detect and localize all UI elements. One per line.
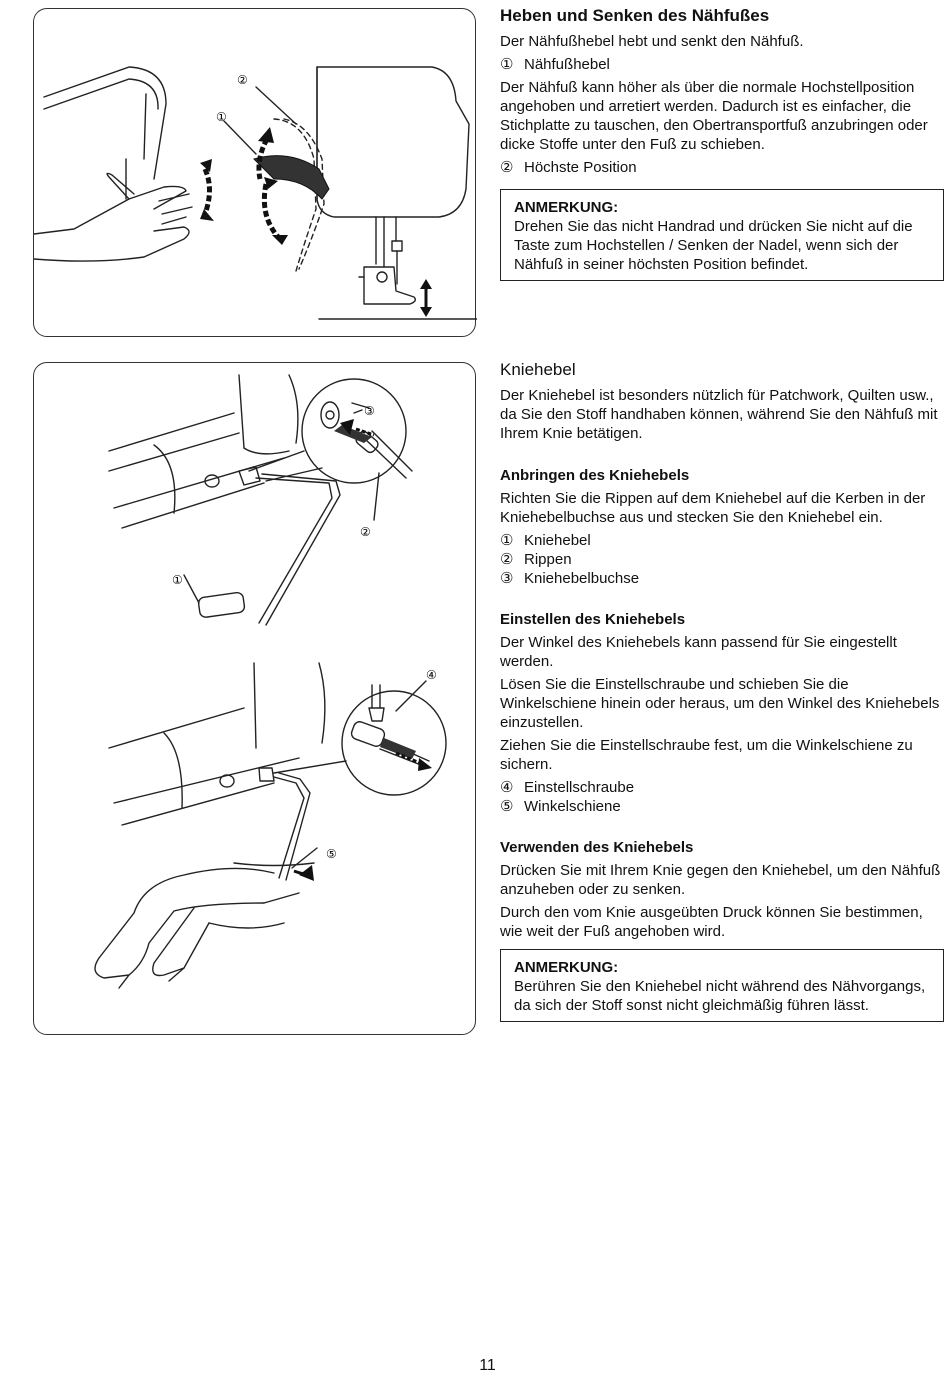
list-item xyxy=(500,797,946,816)
callout-1: ① xyxy=(172,573,183,587)
callout-2: ② xyxy=(237,73,248,87)
note-box xyxy=(500,949,944,1022)
section-body: Der Nähfuß kann höher als über die normale Hochstellposition angehoben und arretiert werden. Dadurch ist es einfacher, die Stichplatte zu tauschen, den Obertransportfuß anzubringen oder dicke Stoffe unter den Fuß zu schieben. xyxy=(500,79,928,153)
subsection-text: Durch den vom Knie ausgeübten Druck können Sie bestimmen, wie weit der Fuß angehoben wird. xyxy=(500,904,923,940)
item-number: ② xyxy=(500,551,514,568)
item-label: Rippen xyxy=(524,551,572,568)
presser-foot-lifter-illustration xyxy=(33,8,476,337)
presser-foot-lifter-drawing xyxy=(34,9,477,338)
callout-5: ⑤ xyxy=(326,847,337,861)
item-number: ① xyxy=(500,56,514,73)
list-item xyxy=(500,55,946,74)
subsection-title: Einstellen des Kniehebels xyxy=(500,611,686,628)
subsection-title: Verwenden des Kniehebels xyxy=(500,839,694,856)
subsection-text: Drücken Sie mit Ihrem Knie gegen den Kniehebel, um den Nähfuß anzuheben oder zu senken. xyxy=(500,862,941,898)
note-box xyxy=(500,189,944,281)
subsection-title: Anbringen des Kniehebels xyxy=(500,467,690,484)
note-text: Drehen Sie das nicht Handrad und drücken Sie nicht auf die Taste zum Hochstellen / Senken der Nadel, wenn sich der Nähfuß in seiner höchsten Position befindet. xyxy=(514,218,913,273)
list-item xyxy=(500,158,946,177)
knee-lifter-illustration xyxy=(33,362,476,1035)
note-text: Berühren Sie den Kniehebel nicht während des Nähvorgangs, da sich der Stoff sonst nicht gleichmäßig führen lässt. xyxy=(514,978,926,1014)
item-label: Nähfußhebel xyxy=(524,56,610,73)
callout-1: ① xyxy=(216,110,227,124)
list-item xyxy=(500,778,946,797)
item-number: ③ xyxy=(500,570,514,587)
item-label: Winkelschiene xyxy=(524,798,621,815)
callout-3: ③ xyxy=(364,404,375,418)
note-title: ANMERKUNG: xyxy=(514,959,619,976)
section-intro: Der Nähfußhebel hebt und senkt den Nähfuß. xyxy=(500,33,804,50)
list-item xyxy=(500,531,946,550)
subsection-text: Lösen Sie die Einstellschraube und schieben Sie die Winkelschiene hinein oder heraus, um den Winkel des Kniehebels einzustellen. xyxy=(500,676,940,731)
page-number: 11 xyxy=(479,1357,496,1374)
item-label: Kniehebel xyxy=(524,532,591,549)
subsection-text: Ziehen Sie die Einstellschraube fest, um die Winkelschiene zu sichern. xyxy=(500,737,913,773)
note-title: ANMERKUNG: xyxy=(514,199,619,216)
callout-4: ④ xyxy=(426,668,437,682)
section-presser-foot xyxy=(500,6,946,181)
section-title: Heben und Senken des Nähfußes xyxy=(500,6,770,25)
knee-lifter-drawing xyxy=(34,363,477,1036)
section-knee-lifter xyxy=(500,360,946,945)
subsection-text: Der Winkel des Kniehebels kann passend für Sie eingestellt werden. xyxy=(500,634,897,670)
subsection-text: Richten Sie die Rippen auf dem Kniehebel auf die Kerben in der Kniehebelbuchse aus und stecken Sie den Kniehebel ein. xyxy=(500,490,926,526)
item-number: ② xyxy=(500,159,514,176)
item-number: ① xyxy=(500,532,514,549)
item-label: Kniehebelbuchse xyxy=(524,570,640,587)
section-title: Kniehebel xyxy=(500,360,576,379)
callout-2: ② xyxy=(360,525,371,539)
section-intro: Der Kniehebel ist besonders nützlich für Patchwork, Quilten usw., da Sie den Stoff handhaben können, während Sie den Nähfuß mit Ihrem Knie betätigen. xyxy=(500,387,938,442)
item-label: Höchste Position xyxy=(524,159,637,176)
item-number: ⑤ xyxy=(500,798,514,815)
list-item xyxy=(500,569,946,588)
item-number: ④ xyxy=(500,779,514,796)
item-label: Einstellschraube xyxy=(524,779,635,796)
list-item xyxy=(500,550,946,569)
